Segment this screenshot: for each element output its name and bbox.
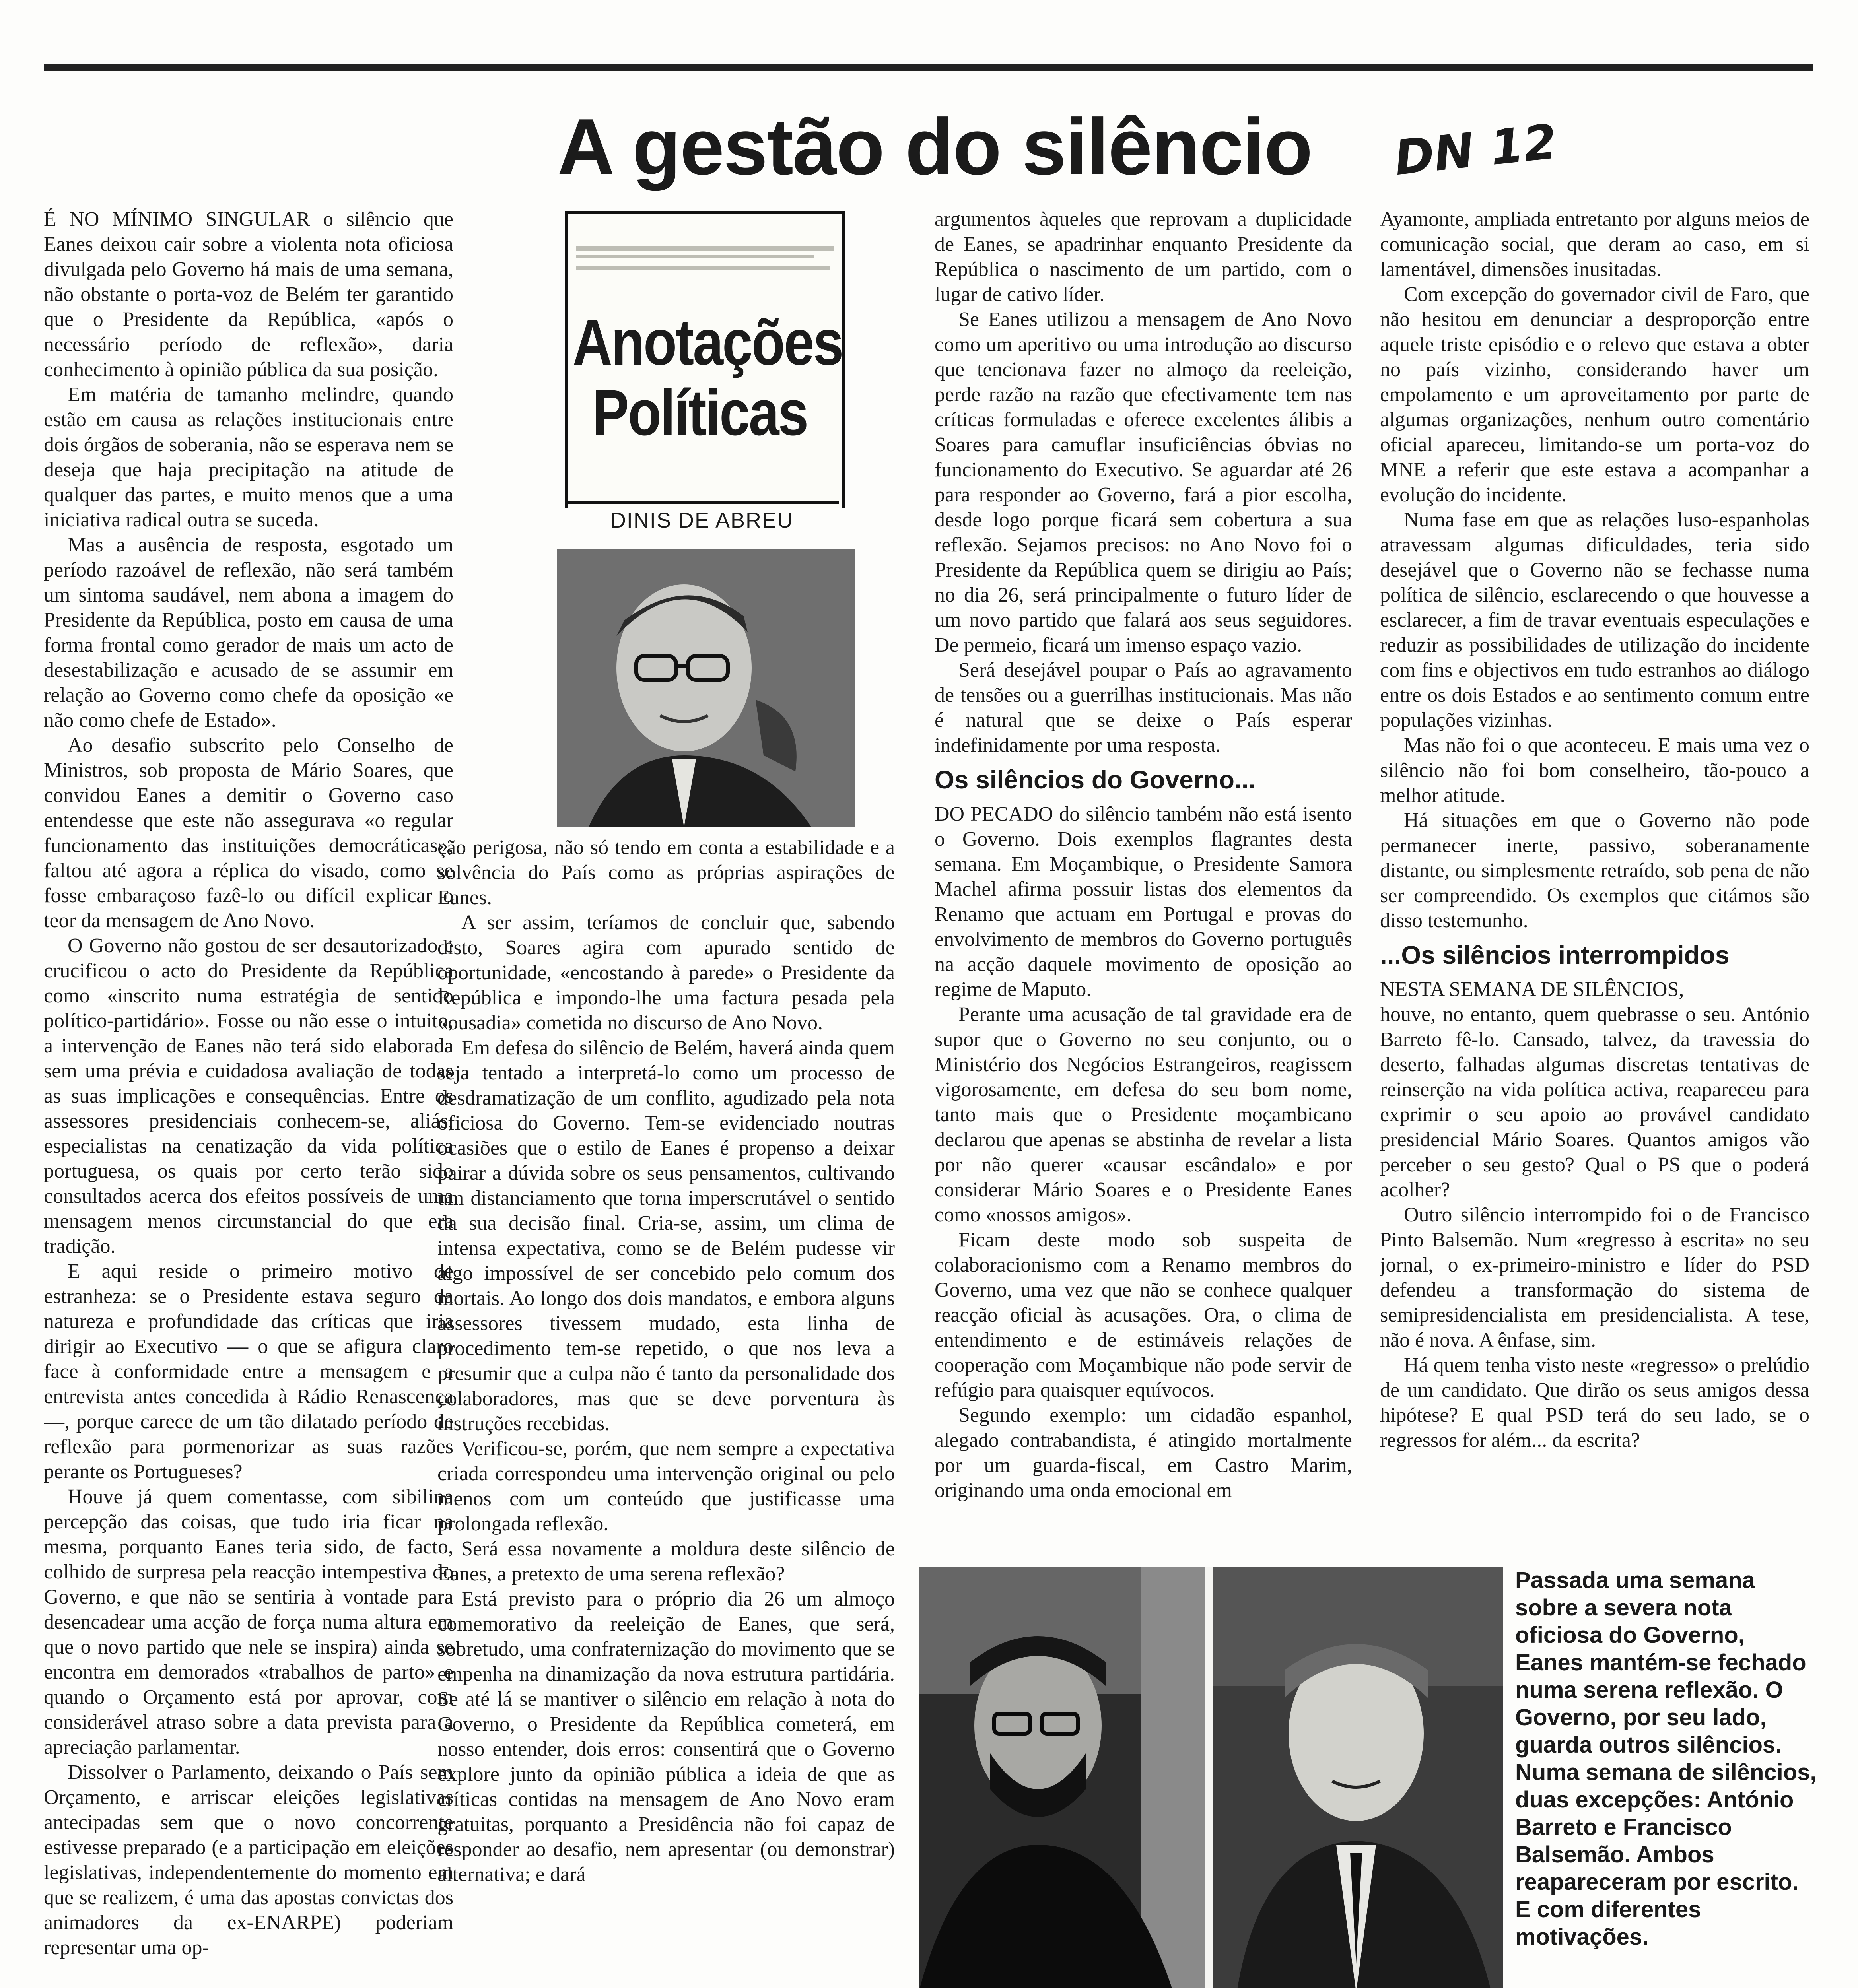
lead-caps: NESTA SEMANA DE SILÊNCIOS, [1380,978,1684,1001]
paragraph: Há situações em que o Governo não pode permanecer inerte, passivo, soberanamente distante, ou simplesmente retraído, sob pena de não ser compreendido. Os exemplos que citámos são disso testemunho. [1380,809,1809,932]
top-rule [44,64,1813,71]
headline: A gestão do silêncio [557,103,1312,191]
photo-barreto-balsemao [919,1567,1503,1988]
paragraph: Em matéria de tamanho melindre, quando estão em causa as relações institucionais entre dois órgãos de soberania, não se esperava nem se deseja que haja precipitação na atitude de qualquer das partes, e muito menos que a uma iniciativa radical outra se suceda. [44,383,453,531]
paragraph [935,802,1352,1002]
paragraph: Perante uma acusação de tal gravidade era de supor que o Governo no seu conjunto, ou o Ministério dos Negócios Estrangeiros, reagissem vigorosamente, em defesa do seu bom nome, tanto mais que o Presidente moçambicano declarou que apenas se abstinha de revelar a lista por não querer «causar escândalo» e por considerar Mário Soares e o Presidente Eanes como «nossos amigos». [935,1003,1352,1226]
photo-pair-image [919,1567,1503,1988]
paragraph: Verificou-se, porém, que nem sempre a expectativa criada correspondeu uma intervenção original ou pelo menos com um conteúdo que justificasse uma prolongada reflexão. [437,1437,895,1535]
paragraph: Ayamonte, ampliada entretanto por alguns meios de comunicação social, que deram ao caso, em si lamentável, dimensões inusitadas. [1380,208,1809,281]
article-column-1 [44,207,453,1988]
paragraph [44,207,453,382]
article-column-2 [437,835,895,1988]
paragraph: Mas a ausência de resposta, esgotado um período razoável de reflexão, não será também um sintoma saudável, nem abona a imagem do Presidente da República, posto em causa de uma forma frontal como gerador de mais um acto de desestabilização e acusado de se assumir em relação ao Governo como chefe da oposição «e não como chefe de Estado». [44,534,453,732]
paragraph: Será essa novamente a moldura deste silêncio de Eanes, a pretexto de uma serena reflexão? [437,1538,895,1585]
paragraph-text: do silêncio também não está isento o Governo. Dois exemplos flagrantes desta semana. Em Moçambique, o Presidente Samora Machel afirma possuir listas dos elementos da Renamo que actuam em Portugal e provas do envolvimento de membros do Governo português na acção daquele movimento de oposição ao regime de Maputo. [935,803,1352,1001]
section-subhead: ...Os silêncios interrompidos [1380,941,1730,969]
paragraph: Está previsto para o próprio dia 26 um almoço comemorativo da reeleição de Eanes, que será, sobretudo, uma confraternização do movimento que se empenha na dinamização da nova estrutura partidária. Se até lá se mantiver o silêncio em relação à nota do Governo, o Presidente da República cometerá, em nosso entender, dois erros: consentirá que o Governo explore junto da opinião pública a ideia de que as críticas contidas na mensagem de Ano Novo eram gratuitas, porquanto a Presidência não foi capaz de responder ao desafio, nem apresentar (ou demonstrar) alternativa; e dará [437,1588,895,1886]
paragraph: Em defesa do silêncio de Belém, haverá ainda quem seja tentado a interpretá-lo como um processo de desdramatização de um conflito, agudizado pela nota oficiosa do Governo. Tem-se evidenciado noutras ocasiões que o estilo de Eanes é propenso a deixar pairar a dúvida sobre os seus pensamentos, cultivando um distanciamento que torna imperscrutável o sentido da sua decisão final. Cria-se, assim, um clima de intensa expectativa, como se de Belém pudesse vir algo impossível de ser concebido pelo comum dos mortais. Ao longo dos dois mandatos, e embora alguns assessores tivessem mudado, esta linha de procedimento tem-se repetido, o que nos leva a presumir que a culpa não é tanto da personalidade dos colaboradores, mas que se deve porventura às instruções recebidas. [437,1037,895,1435]
paragraph: E aqui reside o primeiro motivo de estranheza: se o Presidente estava seguro da natureza e profundidade das críticas que iria dirigir ao Executivo — o que se afigura claro face à conformidade entre a mensagem e a entrevista antes concedida à Rádio Renascença —, porque carece de um tão dilatado período de reflexão para pormenorizar as suas razões perante os Portugueses? [44,1260,453,1483]
section-subhead: Os silêncios do Governo... [935,765,1256,794]
photo-caption: Passada uma semana sobre a severa nota oficiosa do Governo, Eanes mantém-se fechado numa serena reflexão. O Governo, por seu lado, guarda outros silêncios. Numa semana de silêncios, duas excepções: António Barreto e Francisco Balsemão. Ambos reapareceram por escrito. E com diferentes motivações. [1515,1567,1817,1950]
lead-caps: É NO MÍNIMO SINGULAR [44,208,310,231]
paragraph: Segundo exemplo: um cidadão espanhol, alegado contrabandista, é atingido mortalmente por um guarda-fiscal, em Castro Marim, originando uma onda emocional em [935,1404,1352,1502]
logo-title-line-1: Anotações [573,306,843,379]
paragraph: houve, no entanto, quem quebrasse o seu. António Barreto fê-lo. Cansado, talvez, da travessia do deserto, falhadas algumas discretas tentativas de reinserção na vida política activa, reapareceu para exprimir o seu apoio ao provável candidato presidencial Mário Soares. Quantos amigos vão perceber o seu gesto? Qual o PS que o poderá acolher? [1380,1003,1809,1201]
author-portrait [557,549,855,827]
column-logo-title [573,306,843,449]
paragraph: Ficam deste modo sob suspeita de colaboracionismo com a Renamo membros do Governo, uma vez que não se conhece qualquer reacção oficial às acusações. Ora, o clima de entendimento e de estimáveis relações de cooperação com Moçambique não pode servir de refúgio para quaisquer equívocos. [935,1229,1352,1402]
paragraph: ção perigosa, não só tendo em conta a estabilidade e a solvência do País como as próprias aspirações de Eanes. [437,836,895,909]
logo-title-line-2: Políticas [592,377,808,449]
lead-caps: DO PECADO [935,803,1053,825]
paragraph: Numa fase em que as relações luso-espanholas atravessam algumas dificuldades, teria sido desejável que o Governo não se fechasse numa política de silêncio, esclarecendo o que houvesse a esclarecer, a fim de travar eventuais especulações e reduzir as possibilidades de utilização do incidente com fins e objectivos em tudo estranhos ao diálogo entre os dois Estados e ao sentimento comum entre populações vizinhas. [1380,509,1809,732]
article-column-3 [935,207,1352,1555]
paragraph: Será desejável poupar o País ao agravamento de tensões ou a guerrilhas institucionais. Mas não é natural que se deixe o País esperar indefinidamente por uma resposta. [935,659,1352,757]
paragraph: Com excepção do governador civil de Faro, que não hesitou em denunciar a desproporção entre aquele triste episódio e o relevo que estava a obter no país vizinho, considerando haver um empolamento e um aproveitamento por parte de algumas organizações, nenhum outro comentário oficial apareceu, limitando-se um porta-voz do MNE a referir que este estava a acompanhar a evolução do incidente. [1380,283,1809,506]
logo-background-texture [568,214,842,317]
paragraph: Ao desafio subscrito pelo Conselho de Ministros, sob proposta de Mário Soares, que convidou Eanes a demitir o Governo caso entendesse que este não assegurava «o regular funcionamento das instituições democráticas», faltou até agora a réplica do visado, como se fosse embaraçoso fazê-lo ou difícil explicar o teor da mensagem de Ano Novo. [44,734,453,932]
handwritten-annotation: DN 12 [1392,114,1560,186]
paragraph: argumentos àqueles que reprovam a duplicidade de Eanes, se apadrinhar enquanto Presidente da República o nascimento de um partido, com o lugar de cativo líder. [935,208,1352,306]
paragraph: Se Eanes utilizou a mensagem de Ano Novo como um aperitivo ou uma introdução ao discurso que tencionava fazer no almoço da reeleição, perde razão na razão que efectivamente tem nas críticas formuladas e oferece excelentes álibis a Soares para camuflar insuficiências óbvias no funcionamento do Executivo. Se aguardar até 26 para responder ao Governo, fará a pior escolha, desde logo porque ficará sem cobertura a sua reflexão. Sejamos precisos: no Ano Novo foi o Presidente da República quem se dirigiu ao País; no dia 26, será principalmente o futuro líder de um novo partido que falará aos seus seguidores. De permeio, ficará um imenso espaço vazio. [935,308,1352,656]
paragraph: Mas não foi o que aconteceu. E mais uma vez o silêncio não foi bom conselheiro, tão-pouco a melhor atitude. [1380,734,1809,807]
portrait-image [557,549,855,827]
paragraph: Há quem tenha visto neste «regresso» o prelúdio de um candidato. Que dirão os seus amigos dessa hipótese? E qual PSD terá do seu lado, se o regressos for além... da escrita? [1380,1354,1809,1452]
paragraph-text: o silêncio que Eanes deixou cair sobre a violenta nota oficiosa divulgada pelo Governo há mais de uma semana, não obstante o porta-voz de Belém ter garantido que o Presidente da República, «após o necessário período de reflexão», daria conhecimento à opinião pública da sua posição. [44,208,453,381]
byline: DINIS DE ABREU [565,501,839,533]
paragraph: Outro silêncio interrompido foi o de Francisco Pinto Balsemão. Num «regresso à escrita» no seu jornal, o ex-primeiro-ministro e líder do PSD defendeu a transformação do sistema de semipresidencialista em presidencialista. A tese, não é nova. A ênfase, sim. [1380,1204,1809,1351]
paragraph: Dissolver o Parlamento, deixando o País sem Orçamento, e arriscar eleições legislativas antecipadas sem que o novo concorrente estivesse preparado (e a participação em eleições legislativas, independentemente do momento em que se realizem, é uma das apostas convictas dos animadores da ex-ENARPE) poderiam representar uma op- [44,1761,453,1959]
paragraph: A ser assim, teríamos de concluir que, sabendo disto, Soares agira com apurado sentido de oportunidade, «encostando à parede» o Presidente da República e impondo-lhe uma factura pesada pela «ousadia» cometida no discurso de Ano Novo. [437,911,895,1034]
article-column-4 [1380,207,1809,1555]
paragraph: Houve já quem comentasse, com sibilina percepção das coisas, que tudo iria ficar na mesma, porquanto Eanes teria sido, de facto, colhido de surpresa pela reacção intempestiva do Governo, e que não se sentiria à vontade para desencadear uma acção de força numa altura em que o novo partido que nele se inspira) ainda se encontra em demorados «trabalhos de parto» e quando o Orçamento está por aprovar, com considerável atraso sobre a data prevista para a apreciação parlamentar. [44,1485,453,1759]
paragraph: O Governo não gostou de ser desautorizado e crucificou o acto do Presidente da República como «inscrito numa estratégia de sentido político-partidário». Fosse ou não esse o intuito, a intervenção de Eanes não terá sido elaborada sem uma prévia e cuidadosa avaliação de todas as suas implicações e consequências. Entre os assessores presidenciais conhecem-se, aliás, especialistas na cenatização da vida política portuguesa, os quais por certo terão sido consultados acerca dos efeitos possíveis de uma mensagem menos circunstancial do que era tradição. [44,934,453,1258]
